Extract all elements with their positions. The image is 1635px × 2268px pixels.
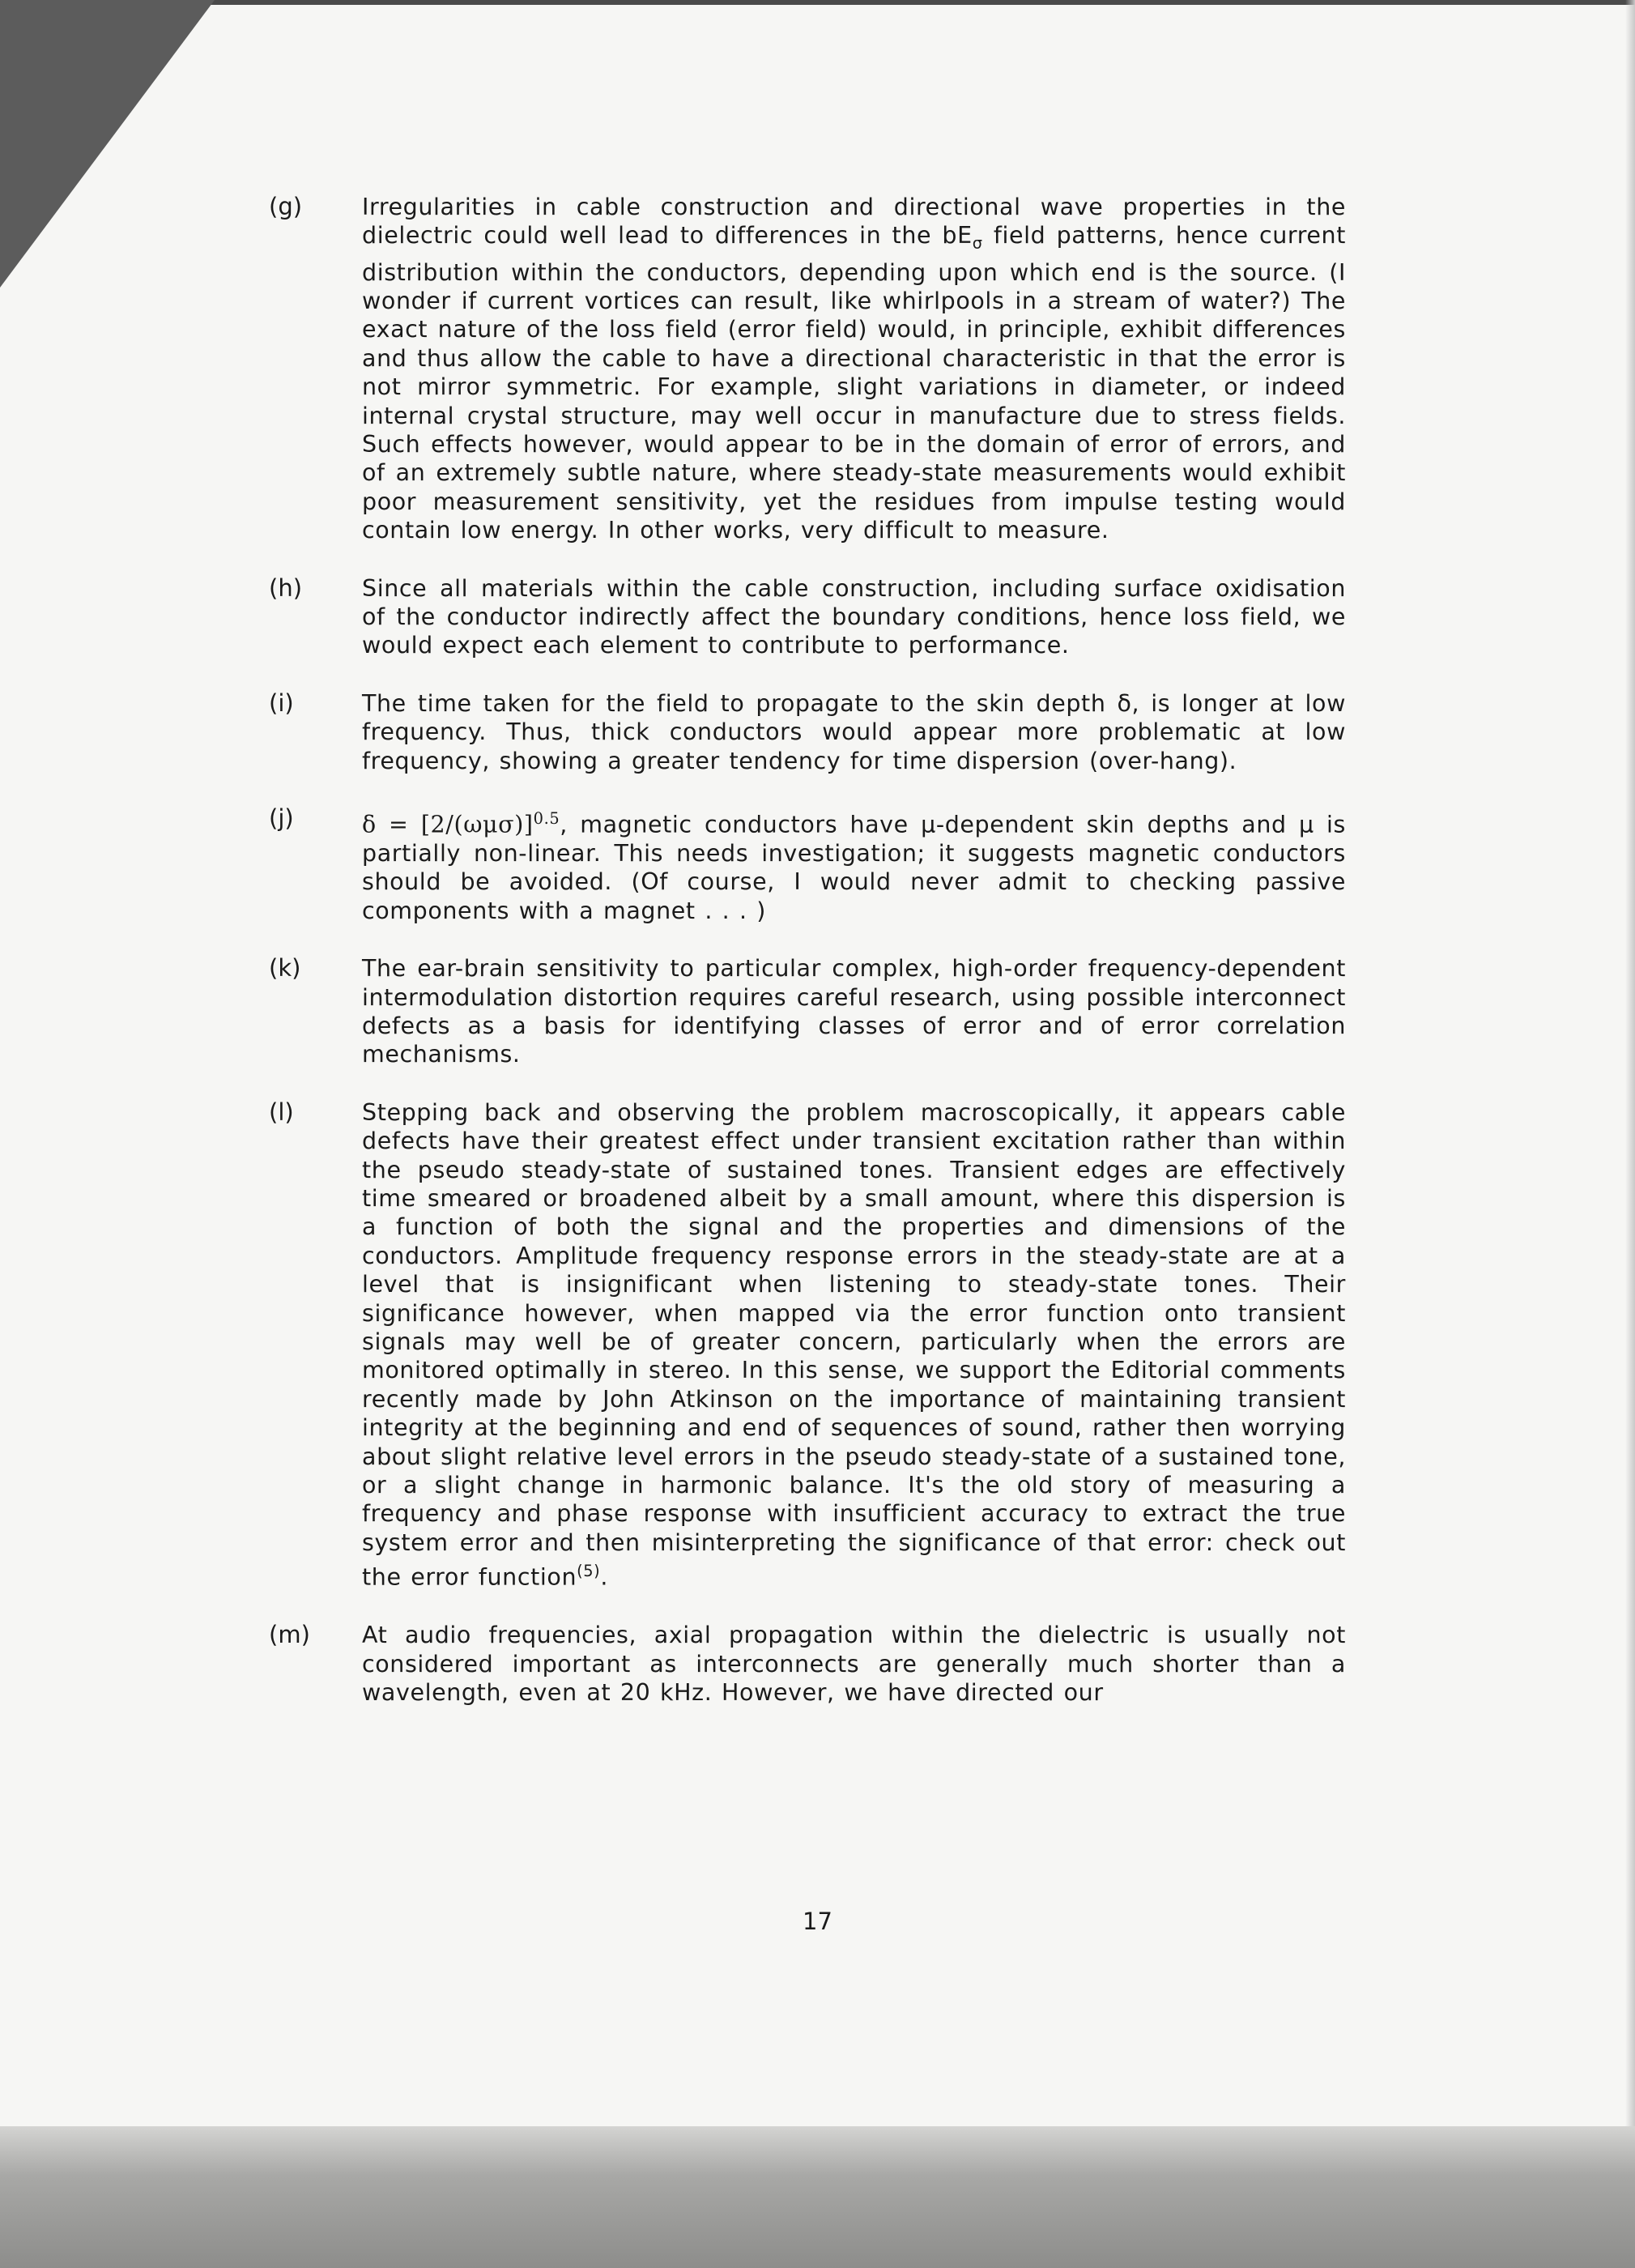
item-label: (l) [269, 1098, 294, 1126]
item-label: (g) [269, 193, 303, 220]
item-text: At audio frequencies, axial propagation within the dielectric is usually not considered important as interconnects are generally much shorter than a wavelength, even at 20 kHz. However, we have directed our [362, 1622, 1346, 1706]
list-item-i [269, 689, 1346, 775]
item-text: Stepping back and observing the problem macroscopically, it appears cable defects have their greatest effect under transient excitation rather than within the pseudo steady-state of sustained tones. Transient edges are effectively time smeared or broadened albeit by a small amount, where this dispersion is a function of both the signal and the properties and dimensions of the conductors. Amplitude frequency response errors in the steady-state are at a level that is insignificant when listening to steady-state tones. Their significance however, when mapped via the error function onto transient signals may well be of greater concern, particularly when the errors are monitored optimally in stereo. In this sense, we support the Editorial comments recently made by John Atkinson on the importance of maintaining transient integrity at the beginning and end of sequences of sound, rather then worrying about slight relative level errors in the pseudo steady-state of a sustained tone, or a slight change in harmonic balance. It's the old story of measuring a frequency and phase response with insufficient accuracy to extract the true system error and then misinterpreting the significance of that error: check out the error function$^{(5)}$. [362, 1098, 1346, 1591]
item-label: (m) [269, 1621, 310, 1649]
list-item-l [269, 1098, 1346, 1592]
list-item-j [269, 804, 1346, 925]
scan-bottom-shadow [0, 2126, 1635, 2268]
text-column [269, 193, 1346, 1736]
list-item-m [269, 1621, 1346, 1707]
item-text: Since all materials within the cable construction, including surface oxidisation of the conductor indirectly affect the boundary conditions, hence loss field, we would expect each element to contribute to performance. [362, 574, 1346, 659]
item-text: $\delta = [2/(\omega\mu\sigma)]^{0.5}$, magnetic conductors have μ-dependent skin depths and μ is partially non-linear. This needs investigation; it suggests magnetic conductors should be avoided. (Of course, I would never admit to checking passive components with a magnet . . . ) [362, 809, 1347, 924]
item-text: The time taken for the field to propagate to the skin depth δ, is longer at low frequency. Thus, thick conductors would appear more problematic at low frequency, showing a greater tendency for time dispersion (over-hang). [362, 689, 1346, 774]
item-label: (k) [269, 954, 301, 983]
skin-depth-formula: δ = [2/(ωμσ)] [362, 811, 534, 838]
page-number: 17 [803, 1908, 832, 1935]
list-item-h [269, 574, 1346, 660]
list-item-g [269, 193, 1346, 545]
list-item-k [269, 954, 1346, 1069]
folded-corner [0, 0, 215, 288]
item-label: (h) [269, 573, 303, 602]
item-label: (j) [269, 804, 294, 832]
item-text: Irregularities in cable construction and directional wave properties in the dielectric could well lead to differences in the $bE_\sigma$ field patterns, hence current distribution within the conductors, depending upon which end is the source. (I wonder if current vortices can result, like whirlpools in a stream of water?) The exact nature of the loss field (error field) would, in principle, exhibit differences and thus allow the cable to have a directional characteristic in that the error is not mirror symmetric. For example, slight variations in diameter, or indeed internal crystal structure, may well occur in manufacture due to stress fields. Such effects however, would appear to be in the domain of error of errors, and of an extremely subtle nature, where steady-state measurements would exhibit poor measurement sensitivity, yet the residues from impulse testing would contain low energy. In other works, very difficult to measure. [362, 194, 1346, 544]
reference-marker: (5) [577, 1562, 601, 1581]
scan-top-edge [0, 0, 1635, 5]
item-text: The ear-brain sensitivity to particular complex, high-order frequency-dependent intermodulation distortion requires careful research, using possible interconnect defects as a basis for identifying classes of error and of error correlation mechanisms. [362, 955, 1346, 1068]
item-label: (i) [269, 688, 294, 717]
